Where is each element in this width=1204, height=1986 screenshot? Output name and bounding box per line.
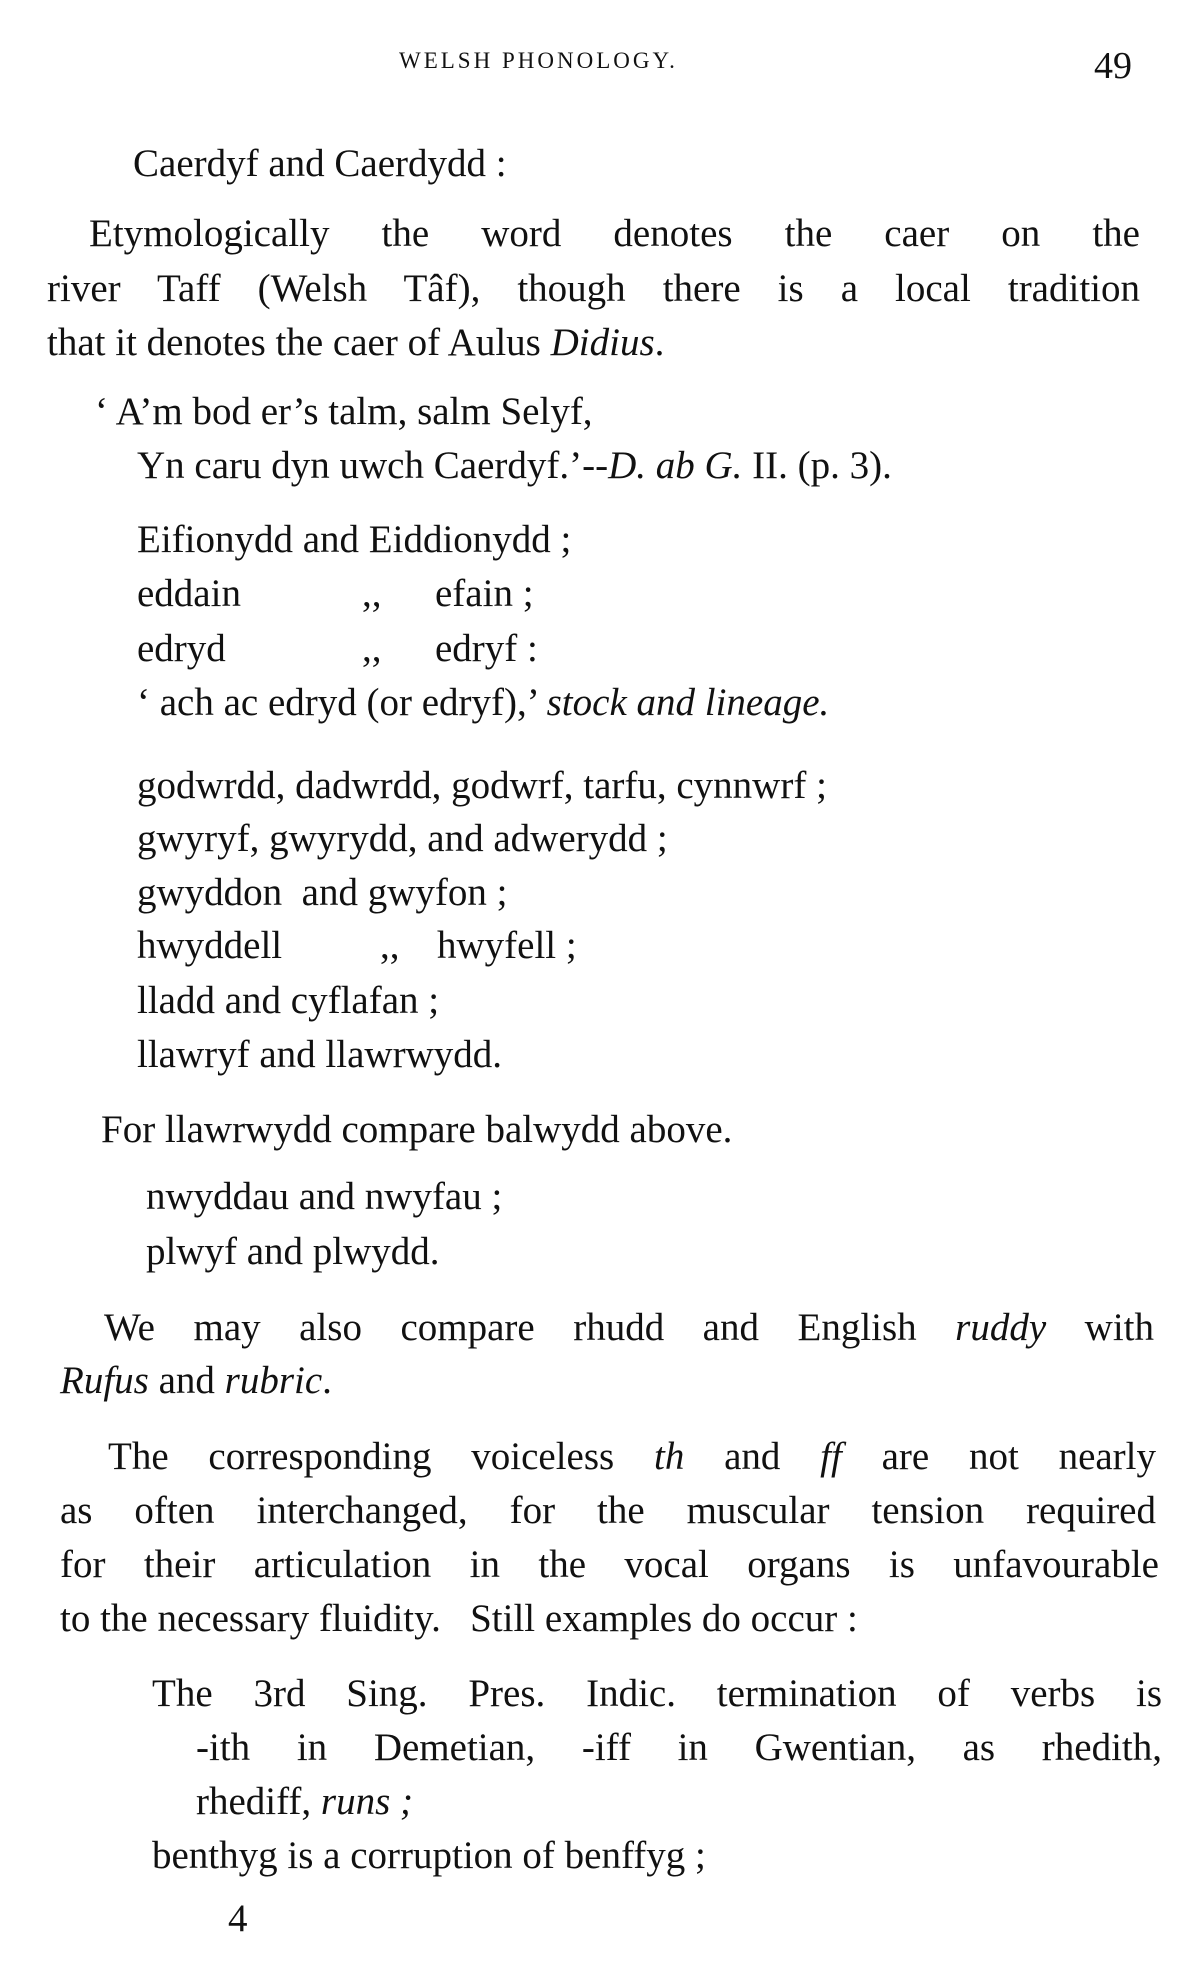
- running-title: WELSH PHONOLOGY.: [399, 48, 678, 73]
- word-pair: eddain: [137, 572, 241, 615]
- word-pair: efain ;: [435, 572, 534, 615]
- word-pair: edryd: [137, 627, 226, 670]
- text-line: as often interchanged, for the muscular tension required: [60, 1489, 1156, 1532]
- word-list-line: lladd and cyflafan ;: [137, 979, 440, 1022]
- word-list-line: gwyddon and gwyfon ;: [137, 871, 508, 914]
- word-list-line: plwyf and plwydd.: [146, 1230, 440, 1273]
- word-list-line: hwyfell ;: [437, 924, 577, 967]
- text-line: We may also compare rhudd and English ruddy with: [104, 1306, 1155, 1349]
- text-line: river Taff (Welsh Tâf), though there is a local tradition: [47, 267, 1140, 310]
- text-line: that it denotes the caer of Aulus Didius.: [47, 321, 665, 364]
- text-line: For llawrwydd compare balwydd above.: [101, 1108, 733, 1151]
- quote-line: Yn caru dyn uwch Caerdyf.’--D. ab G. II. (p. 3).: [137, 444, 892, 487]
- quote-line: ‘ A’m bod er’s talm, salm Selyf,: [95, 390, 593, 433]
- word-pair: edryf :: [435, 627, 538, 670]
- word-list-line: llawryf and llawrwydd.: [137, 1033, 502, 1076]
- text-line: ‘ ach ac edryd (or edryf),’ stock and lineage.: [137, 681, 830, 724]
- word-list-line: nwyddau and nwyfau ;: [146, 1175, 503, 1218]
- ditto-mark: ,,: [362, 627, 382, 670]
- word-list-line: gwyryf, gwyrydd, and adwerydd ;: [137, 817, 668, 860]
- text-line: The 3rd Sing. Pres. Indic. termination of verbs is: [152, 1672, 1162, 1715]
- text-line: rhediff, runs ;: [196, 1780, 413, 1823]
- ditto-mark: ,,: [380, 924, 400, 967]
- signature-mark: 4: [228, 1897, 248, 1940]
- word-list-line: hwyddell: [137, 924, 283, 967]
- text-line: for their articulation in the vocal organs is unfavourable: [60, 1543, 1159, 1586]
- text-line: to the necessary fluidity. Still examples do occur :: [60, 1597, 858, 1640]
- text-line: Rufus and rubric.: [60, 1359, 332, 1402]
- page-number: 49: [1094, 45, 1132, 87]
- text-line: Caerdyf and Caerdydd :: [133, 142, 507, 185]
- word-list-line: godwrdd, dadwrdd, godwrf, tarfu, cynnwrf ;: [137, 764, 827, 807]
- text-line: benthyg is a corruption of benffyg ;: [152, 1834, 706, 1877]
- text-line: Etymologically the word denotes the caer on the: [89, 212, 1140, 255]
- text-line: -ith in Demetian, -iff in Gwentian, as rhedith,: [196, 1726, 1162, 1769]
- ditto-mark: ,,: [362, 572, 382, 615]
- word-pair: Eifionydd and Eiddionydd ;: [137, 518, 572, 561]
- text-line: The corresponding voiceless th and ff are not nearly: [108, 1435, 1157, 1478]
